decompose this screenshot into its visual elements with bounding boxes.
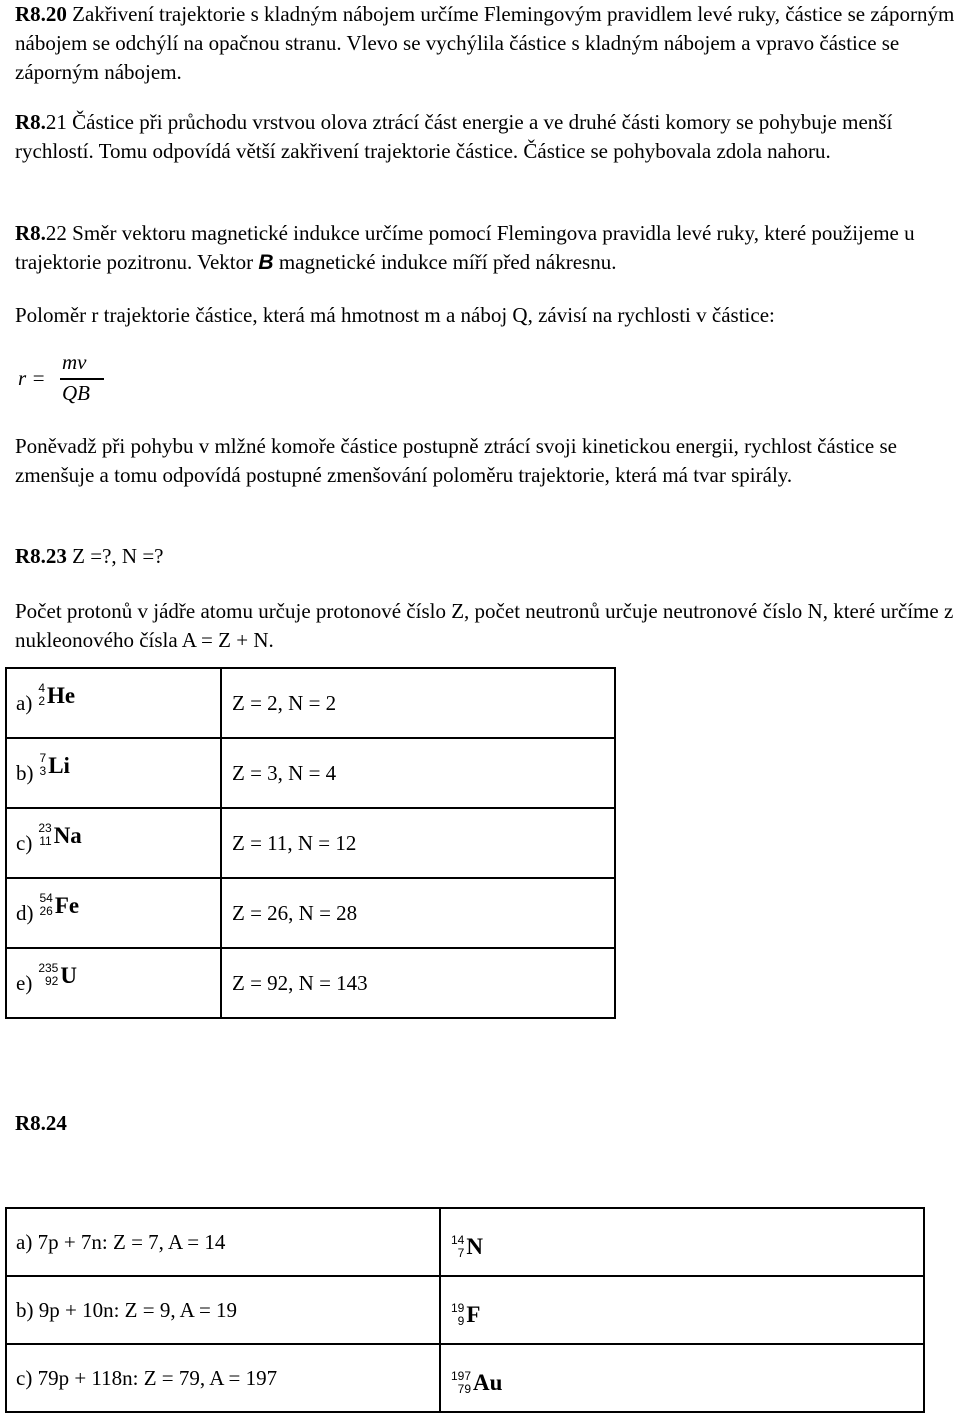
mass-number: 23 xyxy=(38,821,52,835)
composition-cell: a) 7p + 7n: Z = 7, A = 14 xyxy=(6,1208,440,1276)
element-symbol: F xyxy=(466,1302,481,1328)
spiral-paragraph: Poněvadž při pohybu v mlžné komoře částice postupně ztrácí svoji kinetickou energii, rychlost částice se zmenšuje a tomu odpovídá postupné zmenšování poloměru trajektorie, která má tvar spirály. xyxy=(15,434,897,487)
nuclide-cell-content xyxy=(7,891,220,928)
nuclide-symbol xyxy=(38,821,81,850)
nuclide-cell xyxy=(6,668,221,738)
paragraph-text: Zakřivení trajektorie s kladným nábojem určíme Flemingovým pravidlem levé ruky, částice se záporným nábojem se odchýlí na opačnou stranu. Vlevo se vychýlila částice s kladným nábojem a vpravo částice se záporným nábojem. xyxy=(15,2,955,84)
nuclide-cell xyxy=(6,738,221,808)
table-row xyxy=(6,668,615,738)
nuclide-cell xyxy=(440,1344,924,1412)
composition-table xyxy=(5,1207,925,1413)
problem-label: R8. xyxy=(15,110,46,134)
paragraph-r8-22 xyxy=(15,219,955,277)
mass-number: 4 xyxy=(38,681,46,695)
nuclide-symbol xyxy=(38,681,75,710)
nuclide-symbol xyxy=(451,1232,483,1261)
element-symbol: N xyxy=(466,1234,483,1260)
result-cell: Z = 26, N = 28 xyxy=(221,878,615,948)
nuclide-cell-content xyxy=(7,821,220,858)
paragraph-text: 21 Částice při průchodu vrstvou olova ztrácí část energie a ve druhé části komory se pohybuje menší rychlostí. Tomu odpovídá větší zakřivení trajektorie částice. Částice se pohybovala zdola nahoru. xyxy=(15,110,893,163)
nuclide-cell-content xyxy=(7,751,220,788)
atomic-number: 79 xyxy=(457,1381,472,1396)
formula-lhs: r = xyxy=(18,366,46,390)
nuclide-symbol xyxy=(38,961,77,990)
table-row xyxy=(6,1208,924,1276)
nuclide-scripts xyxy=(451,1234,464,1260)
mass-number: 235 xyxy=(38,961,59,975)
result-cell: Z = 92, N = 143 xyxy=(221,948,615,1018)
atomic-number: 2 xyxy=(38,694,46,708)
problem-label-r8-24: R8.24 xyxy=(15,1111,67,1135)
mass-number: 197 xyxy=(451,1368,472,1383)
mass-number: 54 xyxy=(39,891,53,905)
table-row xyxy=(6,878,615,948)
item-label: c) xyxy=(16,830,33,855)
nuclide-symbol xyxy=(451,1368,502,1397)
element-symbol: He xyxy=(47,682,76,708)
nuclide-scripts xyxy=(451,1370,471,1396)
nuclide-cell xyxy=(6,878,221,948)
element-symbol: Au xyxy=(473,1370,503,1396)
nuclide-table xyxy=(5,667,616,1019)
nuclide-scripts xyxy=(451,1302,464,1328)
composition-cell: c) 79p + 118n: Z = 79, A = 197 xyxy=(6,1344,440,1412)
table-row xyxy=(6,948,615,1018)
paragraph-text: 22 Směr vektoru magnetické indukce určíme pomocí Flemingova pravidla levé ruky, které použijeme u trajektorie pozitronu. Vektor xyxy=(15,221,915,274)
paragraph-r8-20 xyxy=(15,0,955,87)
table-row xyxy=(6,738,615,808)
nuclide-scripts xyxy=(38,682,45,708)
result-cell: Z = 2, N = 2 xyxy=(221,668,615,738)
nuclide-symbol xyxy=(40,891,80,920)
item-label: e) xyxy=(16,970,33,995)
paragraph-text: Z =?, N =? xyxy=(66,544,164,568)
nuclide-scripts xyxy=(38,962,58,988)
vector-b: B xyxy=(258,251,274,274)
nuclide-cell xyxy=(6,948,221,1018)
atomic-number: 3 xyxy=(39,764,47,778)
nuclide-scripts xyxy=(38,822,51,848)
element-symbol: Na xyxy=(53,822,82,848)
element-symbol: Fe xyxy=(54,892,80,918)
atomic-number: 7 xyxy=(457,1245,465,1260)
paragraph-r8-23 xyxy=(15,542,955,571)
mass-number: 19 xyxy=(451,1300,465,1315)
result-cell: Z = 3, N = 4 xyxy=(221,738,615,808)
element-symbol: U xyxy=(60,962,77,988)
atomic-number: 92 xyxy=(45,974,59,988)
nuclide-cell xyxy=(440,1276,924,1344)
table-row xyxy=(6,808,615,878)
nuclide-scripts xyxy=(40,892,53,918)
nuclide-cell xyxy=(6,808,221,878)
result-cell: Z = 11, N = 12 xyxy=(221,808,615,878)
item-label: b) xyxy=(16,760,34,785)
atomic-number: 26 xyxy=(39,904,53,918)
table-row xyxy=(6,1344,924,1412)
paragraph-text-end: magnetické indukce míří před nákresnu. xyxy=(273,250,617,274)
item-label: d) xyxy=(16,900,34,925)
composition-cell: b) 9p + 10n: Z = 9, A = 19 xyxy=(6,1276,440,1344)
radius-intro: Poloměr r trajektorie částice, která má hmotnost m a náboj Q, závisí na rychlosti v částice: xyxy=(15,303,775,327)
problem-label: R8. xyxy=(15,221,46,245)
nuclide-cell-content xyxy=(7,961,220,998)
formula-denominator: QB xyxy=(62,381,90,405)
item-label: a) xyxy=(16,690,33,715)
nuclide-symbol xyxy=(451,1300,480,1329)
mass-number: 7 xyxy=(39,751,47,765)
formula-numerator: mv xyxy=(62,350,87,374)
element-symbol: Li xyxy=(48,752,70,778)
proton-paragraph: Počet protonů v jádře atomu určuje protonové číslo Z, počet neutronů určuje neutronové číslo N, které určíme z nukleonového čísla A = Z + N. xyxy=(15,599,954,652)
nuclide-symbol xyxy=(40,751,70,780)
mass-number: 14 xyxy=(451,1232,465,1247)
atomic-number: 11 xyxy=(39,834,52,848)
problem-label: R8.20 xyxy=(15,2,67,26)
table-row xyxy=(6,1276,924,1344)
paragraph-r8-21 xyxy=(15,108,955,166)
nuclide-scripts xyxy=(40,752,47,778)
nuclide-cell xyxy=(440,1208,924,1276)
problem-label: R8.23 xyxy=(15,544,67,568)
atomic-number: 9 xyxy=(457,1313,465,1328)
nuclide-cell-content xyxy=(7,681,220,718)
radius-formula xyxy=(16,348,106,410)
